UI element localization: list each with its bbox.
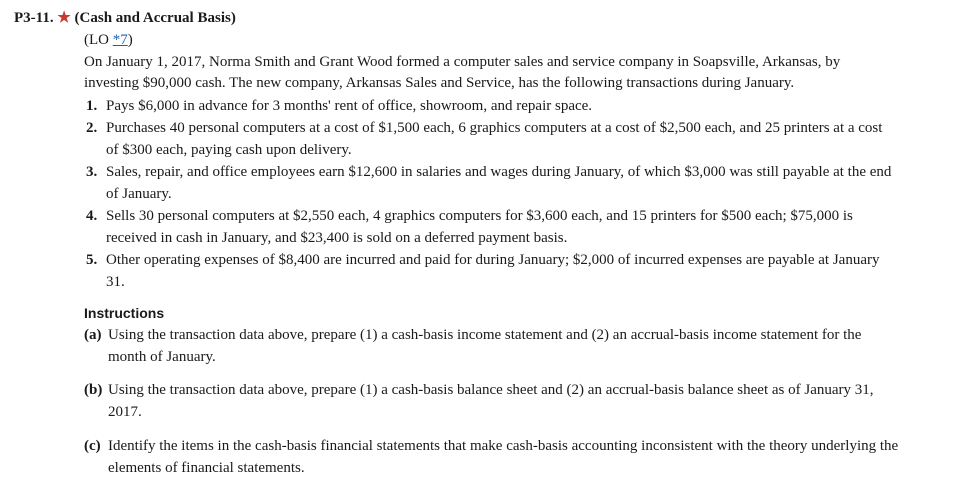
intro-text-line-1: On January 1, 2017, Norma Smith and Grant Wood formed a computer sales and service company in Soapsville, Arkansas, by <box>84 54 841 70</box>
part-text: Using the transaction data above, prepare (1) a cash-basis income statement and (2) an accrual-basis income statement for the <box>108 327 862 343</box>
item-text: Purchases 40 personal computers at a cost of $1,500 each, 6 graphics computers at a cost of $2,500 each, and 25 printers at a cost <box>106 120 883 136</box>
problem-number: P3-11. <box>14 10 54 26</box>
item-text-continued: received in cash in January, and $23,400 is sold on a deferred payment basis. <box>106 230 568 246</box>
item-text-continued: of January. <box>106 186 172 202</box>
problem-header <box>14 8 236 28</box>
problem-title: (Cash and Accrual Basis) <box>74 10 236 26</box>
item-text: Sales, repair, and office employees earn $12,600 in salaries and wages during January, of which $3,000 was still payable at the end <box>106 164 892 180</box>
lo-prefix: (LO <box>84 32 113 48</box>
item-text: Pays $6,000 in advance for 3 months' rent of office, showroom, and repair space. <box>106 98 593 114</box>
part-text-continued: 2017. <box>108 404 142 420</box>
part-label: (c) <box>84 438 101 454</box>
item-number: 1. <box>86 98 98 114</box>
item-text-continued: of $300 each, paying cash upon delivery. <box>106 142 352 158</box>
item-text-continued: 31. <box>106 274 125 290</box>
lo-suffix: ) <box>127 32 133 48</box>
lo-link[interactable]: *7 <box>112 32 128 48</box>
item-number: 2. <box>86 120 98 136</box>
item-text: Other operating expenses of $8,400 are incurred and paid for during January; $2,000 of incurred expenses are payable at January <box>106 252 880 268</box>
instructions-heading: Instructions <box>84 305 165 321</box>
learning-objective <box>84 30 133 50</box>
part-text-continued: month of January. <box>108 349 216 365</box>
part-label: (a) <box>84 327 102 343</box>
item-number: 3. <box>86 164 98 180</box>
part-text-continued: elements of financial statements. <box>108 460 305 476</box>
intro-text-line-2: investing $90,000 cash. The new company, Arkansas Sales and Service, has the following transactions during January. <box>84 75 795 91</box>
part-label: (b) <box>84 382 103 398</box>
item-number: 5. <box>86 252 98 268</box>
item-number: 4. <box>86 208 98 224</box>
item-text: Sells 30 personal computers at $2,550 each, 4 graphics computers for $3,600 each, and 15 printers for $500 each; $75,000 is <box>106 208 853 224</box>
part-text: Identify the items in the cash-basis financial statements that make cash-basis accounting inconsistent with the theory underlying the <box>108 438 899 454</box>
star-icon: ★ <box>57 10 71 26</box>
part-text: Using the transaction data above, prepare (1) a cash-basis balance sheet and (2) an accrual-basis balance sheet as of January 31, <box>108 382 874 398</box>
